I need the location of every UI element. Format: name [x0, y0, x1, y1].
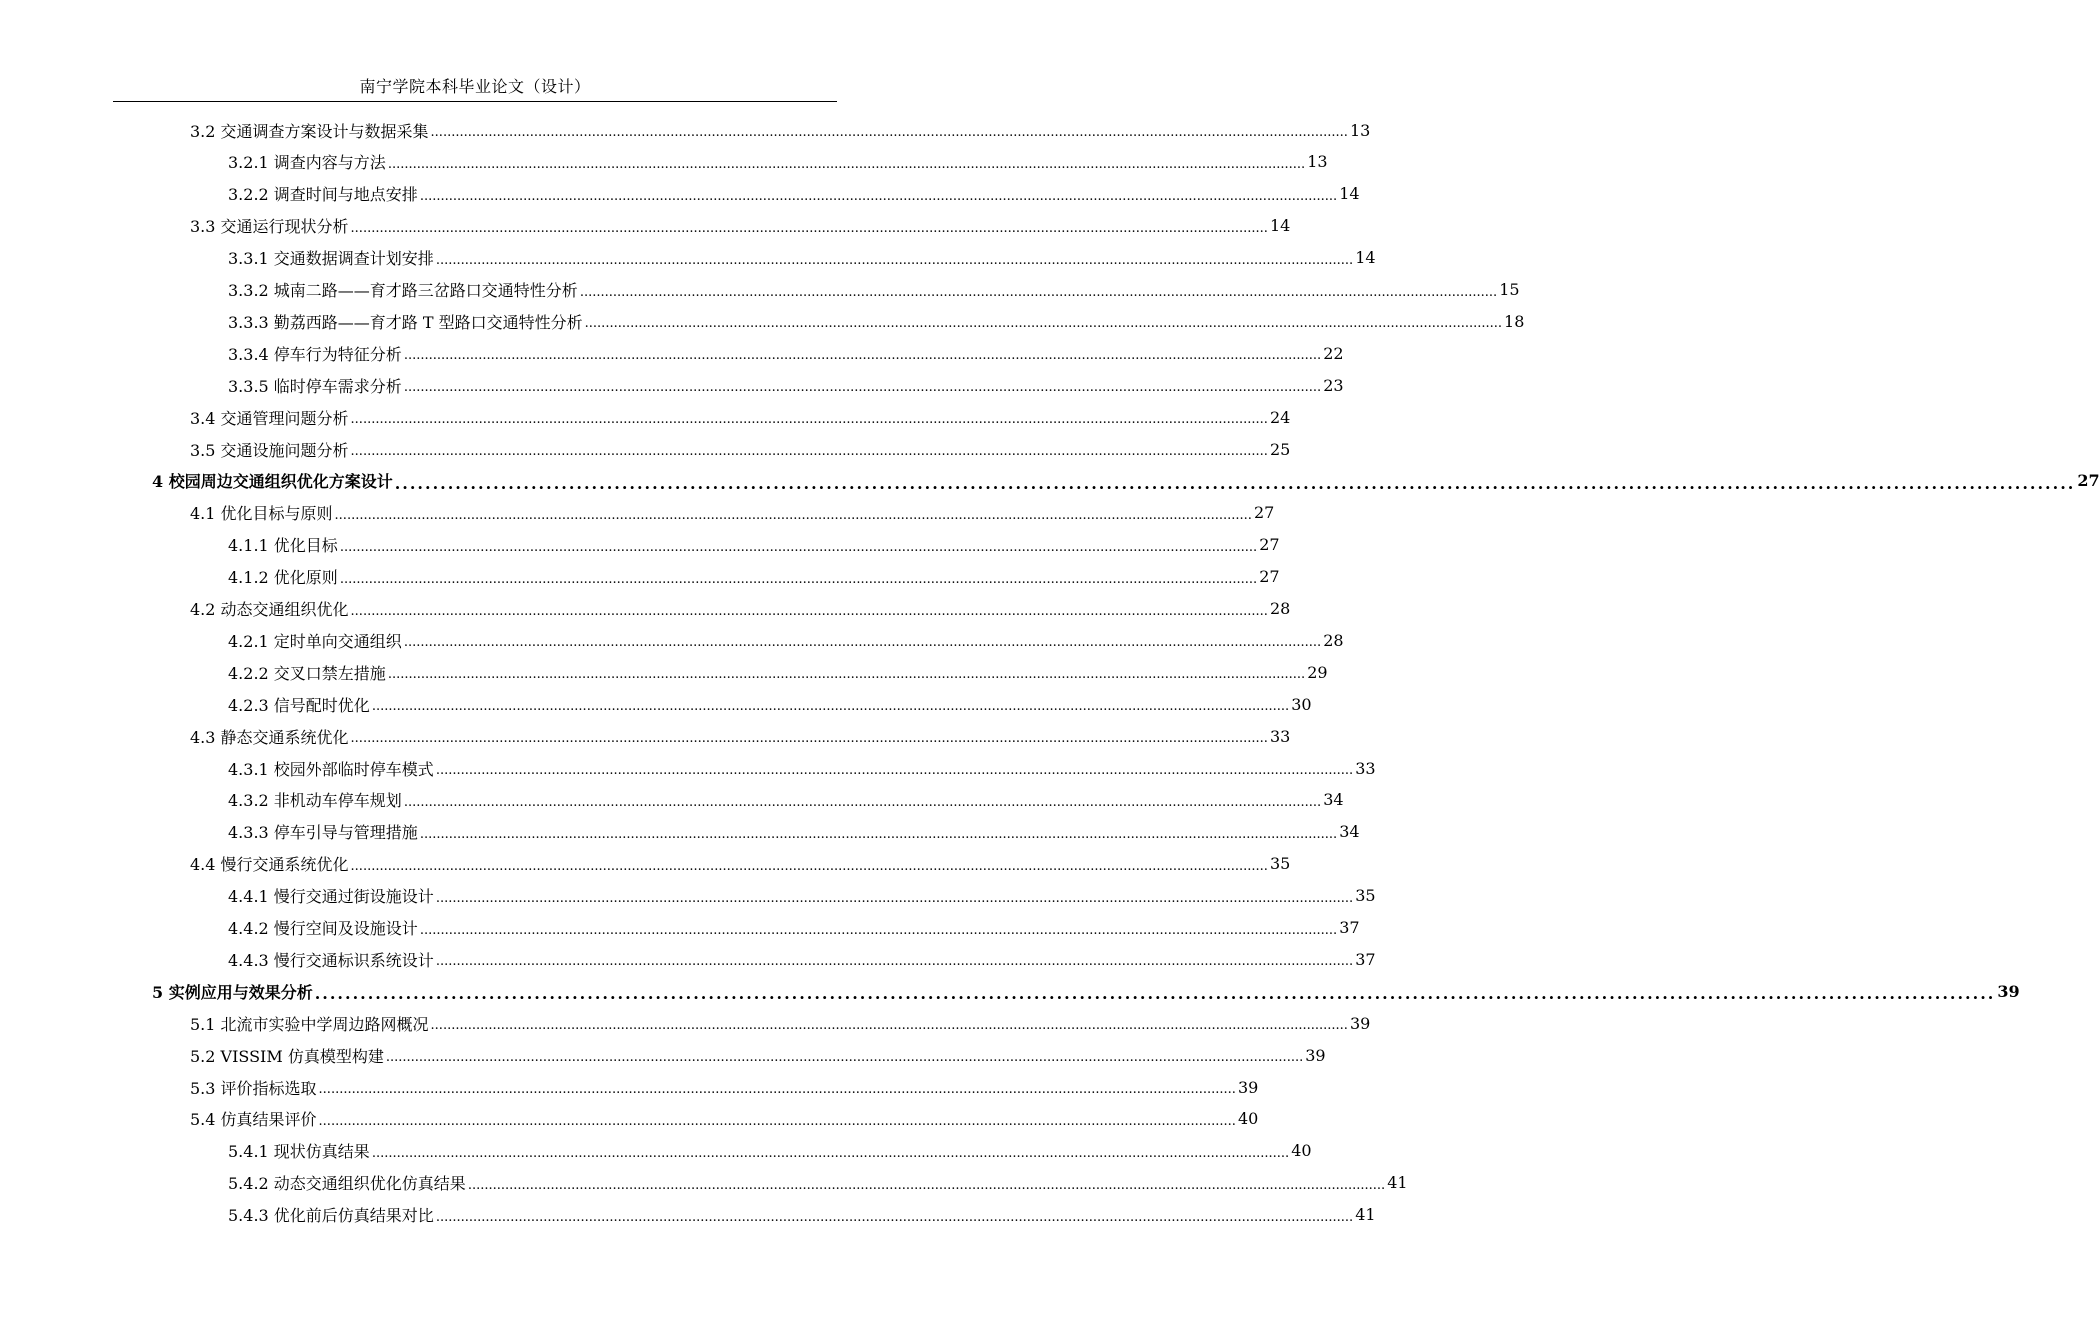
toc-page-number: 24 [1269, 407, 1291, 427]
toc-entry[interactable] [0, 624, 1344, 656]
toc-page-number: 41 [1387, 1173, 1408, 1193]
toc-entry[interactable] [0, 593, 1291, 625]
toc-entry-title: 4.4 慢行交通系统优化 [190, 855, 349, 875]
toc-entry[interactable] [0, 274, 1520, 306]
toc-entry-title: 3.2 交通调查方案设计与数据采集 [190, 121, 429, 141]
toc-dot-leader: .............................................................................................................................................................................................................................. [467, 1177, 1386, 1193]
toc-page-number: 14 [1355, 248, 1376, 268]
toc-entry-title: 4.2.2 交叉口禁左措施 [228, 663, 386, 683]
toc-entry-title: 3.2.1 调查内容与方法 [228, 153, 386, 173]
toc-entry-title: 3.3.2 城南二路——育才路三岔路口交通特性分析 [228, 281, 578, 300]
toc-entry[interactable] [0, 1007, 1371, 1039]
toc-dot-leader: .............................................................................................................................................................................................................................. [435, 763, 1354, 778]
toc-entry-title: 4.4.1 慢行交通过街设施设计 [228, 887, 434, 907]
toc-dot-leader: .............................................................................................................................................................................................................................. [385, 1050, 1304, 1066]
toc-page-number: 14 [1339, 184, 1360, 204]
toc-entry[interactable] [0, 210, 1291, 242]
toc-entry-title: 4.1.2 优化原则 [228, 568, 338, 588]
toc-dot-leader: .............................................................................................................................................................................................................................. [318, 1082, 1236, 1097]
toc-dot-leader: .............................................................................................................................................................................................................................. [419, 188, 1338, 204]
toc-entry[interactable] [0, 529, 1280, 561]
toc-entry[interactable] [0, 975, 2020, 1007]
toc-dot-leader: .............................................................................................................................................................................................................................. [394, 473, 2076, 493]
toc-entry[interactable] [0, 688, 1312, 720]
toc-page-number: 33 [1269, 726, 1291, 746]
toc-dot-leader: .............................................................................................................................................................................................................................. [403, 794, 1322, 810]
toc-entry[interactable] [0, 1071, 1259, 1103]
toc-page-number: 34 [1323, 790, 1344, 810]
toc-entry-title: 5.2 VISSIM 仿真模型构建 [190, 1046, 384, 1066]
toc-entry-title: 3.3.3 勤荔西路——育才路 T 型路口交通特性分析 [228, 312, 583, 332]
toc-entry-title: 4.4.3 慢行交通标识系统设计 [228, 950, 434, 970]
toc-page-number: 27 [1253, 503, 1275, 523]
toc-entry[interactable] [0, 497, 1275, 529]
toc-page-number: 25 [1269, 439, 1291, 459]
toc-entry-title: 4.3.3 停车引导与管理措施 [228, 823, 418, 843]
toc-page-number: 13 [1307, 152, 1328, 172]
toc-page-number: 35 [1269, 854, 1291, 874]
toc-entry[interactable] [0, 146, 1328, 178]
toc-entry[interactable] [0, 1103, 1259, 1135]
toc-dot-leader: .............................................................................................................................................................................................................................. [371, 1145, 1290, 1161]
toc-entry-title: 4.3 静态交通系统优化 [190, 727, 349, 747]
toc-dot-leader: .............................................................................................................................................................................................................................. [435, 252, 1354, 268]
toc-dot-leader: .............................................................................................................................................................................................................................. [435, 1209, 1354, 1225]
toc-entry-title: 3.5 交通设施问题分析 [190, 440, 349, 460]
toc-entry[interactable] [0, 752, 1376, 784]
toc-entry-title: 4.4.2 慢行空间及设施设计 [228, 919, 418, 938]
toc-dot-leader: .............................................................................................................................................................................................................................. [584, 316, 1503, 332]
toc-entry-title: 5.4.2 动态交通组织优化仿真结果 [228, 1174, 466, 1194]
toc-dot-leader: .............................................................................................................................................................................................................................. [350, 858, 1268, 874]
toc-entry[interactable] [0, 880, 1376, 912]
toc-page-number: 39 [1349, 1013, 1371, 1033]
toc-entry[interactable] [0, 401, 1291, 433]
toc-dot-leader: .............................................................................................................................................................................................................................. [387, 156, 1306, 172]
toc-entry-title: 3.4 交通管理问题分析 [190, 408, 349, 428]
toc-dot-leader: .............................................................................................................................................................................................................................. [387, 667, 1306, 683]
toc-entry-title: 3.3 交通运行现状分析 [190, 217, 349, 237]
toc-page-number: 33 [1355, 758, 1376, 778]
toc-entry[interactable] [0, 912, 1360, 944]
toc-page-number: 28 [1269, 599, 1291, 618]
toc-page-number: 39 [1997, 981, 2020, 1001]
toc-entry-title: 4.1.1 优化目标 [228, 536, 338, 556]
toc-page-number: 40 [1237, 1109, 1259, 1129]
toc-entry[interactable] [0, 178, 1360, 210]
toc-entry-title: 3.3.4 停车行为特征分析 [228, 344, 402, 364]
toc-page-number: 37 [1355, 949, 1376, 969]
toc-page-number: 34 [1339, 822, 1360, 842]
toc-entry[interactable] [0, 1039, 1326, 1071]
toc-dot-leader: .............................................................................................................................................................................................................................. [334, 507, 1252, 523]
toc-page-number: 29 [1307, 662, 1328, 682]
header-rule [113, 101, 837, 102]
toc-entry-title: 5 实例应用与效果分析 [152, 982, 313, 1002]
toc-entry[interactable] [0, 337, 1344, 369]
toc-dot-leader: .............................................................................................................................................................................................................................. [350, 603, 1268, 619]
toc-page-number: 35 [1355, 886, 1376, 906]
toc-page-number: 18 [1504, 311, 1525, 331]
toc-page-number: 27 [2077, 471, 2100, 491]
toc-entry-title: 5.4.1 现状仿真结果 [228, 1142, 370, 1162]
toc-page-number: 30 [1291, 694, 1312, 714]
toc-entry-title: 4.2.3 信号配时优化 [228, 695, 370, 715]
toc-entry-title: 5.4.3 优化前后仿真结果对比 [228, 1206, 434, 1226]
toc-dot-leader: .............................................................................................................................................................................................................................. [350, 444, 1268, 459]
toc-page-number: 41 [1355, 1205, 1376, 1225]
toc-entry[interactable] [0, 848, 1291, 880]
toc-entry[interactable] [0, 369, 1344, 401]
toc-dot-leader: .............................................................................................................................................................................................................................. [339, 571, 1258, 587]
toc-page-number: 27 [1259, 567, 1280, 587]
toc-page-number: 23 [1323, 375, 1344, 395]
toc-page-number: 22 [1323, 343, 1344, 363]
toc-entry[interactable] [0, 943, 1376, 975]
toc-entry-title: 4.3.2 非机动车停车规划 [228, 791, 402, 811]
toc-dot-leader: .............................................................................................................................................................................................................................. [350, 220, 1268, 236]
toc-dot-leader: .............................................................................................................................................................................................................................. [419, 826, 1338, 842]
toc-entry-title: 4.2 动态交通组织优化 [190, 600, 349, 619]
toc-entry-title: 3.3.1 交通数据调查计划安排 [228, 249, 434, 269]
toc-entry-title: 4.2.1 定时单向交通组织 [228, 631, 402, 651]
toc-dot-leader: .............................................................................................................................................................................................................................. [435, 954, 1354, 970]
toc-entry[interactable] [0, 114, 1371, 146]
toc-entry[interactable] [0, 465, 2100, 497]
toc-entry[interactable] [0, 656, 1328, 688]
toc-dot-leader: .............................................................................................................................................................................................................................. [430, 1018, 1348, 1034]
toc-entry[interactable] [0, 1167, 1408, 1199]
toc-entry-title: 5.4 仿真结果评价 [190, 1110, 317, 1130]
toc-page-number: 37 [1339, 918, 1360, 937]
toc-entry-title: 4 校园周边交通组织优化方案设计 [152, 472, 393, 492]
toc-dot-leader: .............................................................................................................................................................................................................................. [339, 539, 1258, 555]
running-header-title: 南宁学院本科毕业论文（设计） [359, 77, 591, 96]
toc-entry-title: 4.3.1 校园外部临时停车模式 [228, 759, 434, 779]
toc-entry[interactable] [0, 305, 1525, 337]
toc-dot-leader: .............................................................................................................................................................................................................................. [430, 125, 1348, 140]
toc-entry[interactable] [0, 242, 1376, 274]
toc-dot-leader: .............................................................................................................................................................................................................................. [579, 284, 1498, 300]
toc-entry[interactable] [0, 1199, 1376, 1231]
toc-dot-leader: .............................................................................................................................................................................................................................. [314, 984, 1996, 1004]
toc-entry-title: 4.1 优化目标与原则 [190, 504, 333, 524]
toc-entry-title: 5.1 北流市实验中学周边路网概况 [190, 1014, 429, 1034]
toc-dot-leader: .............................................................................................................................................................................................................................. [350, 412, 1268, 428]
toc-page-number: 27 [1259, 535, 1280, 555]
toc-dot-leader: .............................................................................................................................................................................................................................. [403, 380, 1322, 396]
toc-dot-leader: .............................................................................................................................................................................................................................. [403, 348, 1322, 364]
toc-page-number: 13 [1349, 120, 1371, 140]
toc-page-number: 15 [1499, 280, 1520, 299]
toc-page-number: 28 [1323, 630, 1344, 650]
toc-entry-title: 3.3.5 临时停车需求分析 [228, 376, 402, 396]
toc-page-number: 39 [1305, 1045, 1326, 1065]
toc-entry[interactable] [0, 784, 1344, 816]
toc-entry[interactable] [0, 816, 1360, 848]
toc-entry-title: 3.2.2 调查时间与地点安排 [228, 185, 418, 205]
toc-entry-title: 5.3 评价指标选取 [190, 1078, 317, 1098]
toc-page-number: 40 [1291, 1141, 1312, 1161]
toc-dot-leader: .............................................................................................................................................................................................................................. [435, 890, 1354, 906]
toc-dot-leader: .............................................................................................................................................................................................................................. [419, 922, 1338, 938]
toc-page-number: 39 [1237, 1077, 1259, 1097]
toc-entry[interactable] [0, 1135, 1312, 1167]
toc-entry[interactable] [0, 720, 1291, 752]
toc-page-number: 14 [1269, 216, 1291, 236]
toc-entry[interactable] [0, 561, 1280, 593]
toc-dot-leader: .............................................................................................................................................................................................................................. [371, 699, 1290, 715]
toc-dot-leader: .............................................................................................................................................................................................................................. [350, 731, 1268, 747]
toc-dot-leader: .............................................................................................................................................................................................................................. [318, 1113, 1236, 1129]
toc-entry[interactable] [0, 433, 1291, 465]
toc-dot-leader: .............................................................................................................................................................................................................................. [403, 635, 1322, 651]
